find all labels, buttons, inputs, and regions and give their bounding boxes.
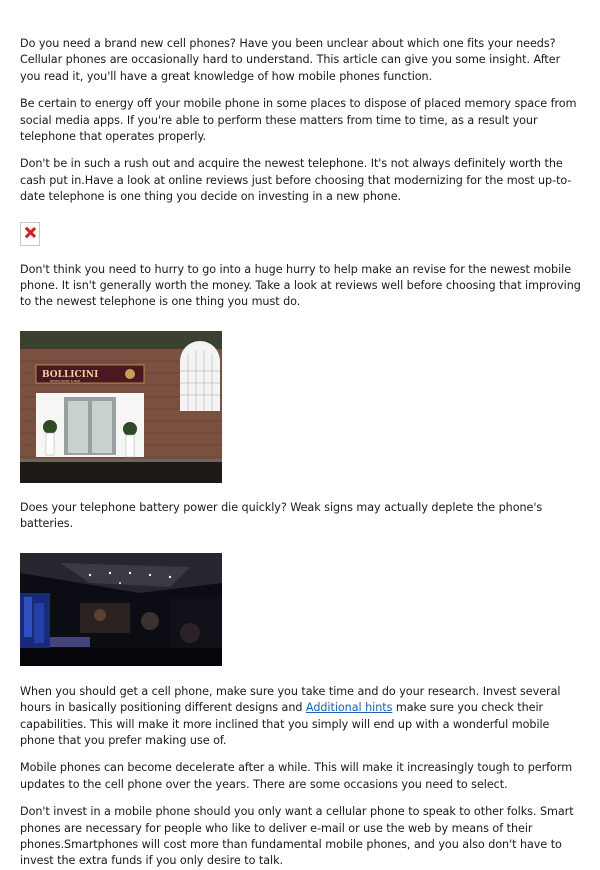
paragraph-7: Mobile phones can become decelerate after a while. This will make it increasingly tough to perform updates to the cell phone over the years. There are some occasions you need to select. [20,761,573,791]
broken-image-icon [20,222,40,246]
restaurant-exterior-photo [20,331,222,483]
paragraph-1: Do you need a brand new cell phones? Have you been unclear about which one fits your needs? Cellular phones are occasionally hard to understand. This article can give you some insight. After you read it, you'll have a great knowledge of how mobile phones function. [20,37,561,83]
paragraph-8: Don't invest in a mobile phone should you only want a cellular phone to speak to other folks. Smart phones are necessary for people who like to deliver e-mail or use the web by means of their phones.Smartphones will cost more than fundamental mobile phones, and you also don't have to invest the extra funds if you only desire to talk. [20,805,574,868]
paragraph-2: Be certain to energy off your mobile phone in some places to dispose of placed memory space from social media apps. If you're able to perform these matters from time to time, as a result your telephone that operates properly. [20,97,577,144]
paragraph-5: Does your telephone battery power die quickly? Weak signs may actually deplete the phone's batteries. [20,500,543,531]
article-body [20,36,584,870]
sign-text: BOLLICINI [42,369,99,380]
paragraph-6 [20,684,584,750]
paragraph-4: Don't think you need to hurry to go into a huge hurry to help make an revise for the newest mobile phone. It isn't generally worth the money. Take a look at reviews well before choosing that improving to the newest telephone is one thing you must do. [20,262,581,309]
restaurant-interior-photo [20,553,222,666]
paragraph-6-text-b: make sure you check their capabilities. This will make it more inclined that you simply will end up with a wonderful mobile phone that you prefer making use of. [20,701,550,747]
sign-subtext: RESTAURANT & BAR [50,378,81,383]
paragraph-6-text-a: When you should get a cell phone, make sure you take time and do your research. Invest several hours in basically positioning different designs and [20,684,561,715]
paragraph-3: Don't be in such a rush out and acquire the newest telephone. It's not always definitely worth the cash put in.Have a look at online reviews just before choosing that modernizing for the most up-to-date telephone is one thing you decide on investing in a new phone. [20,157,572,204]
additional-hints-link[interactable]: Additional hints [305,701,393,715]
